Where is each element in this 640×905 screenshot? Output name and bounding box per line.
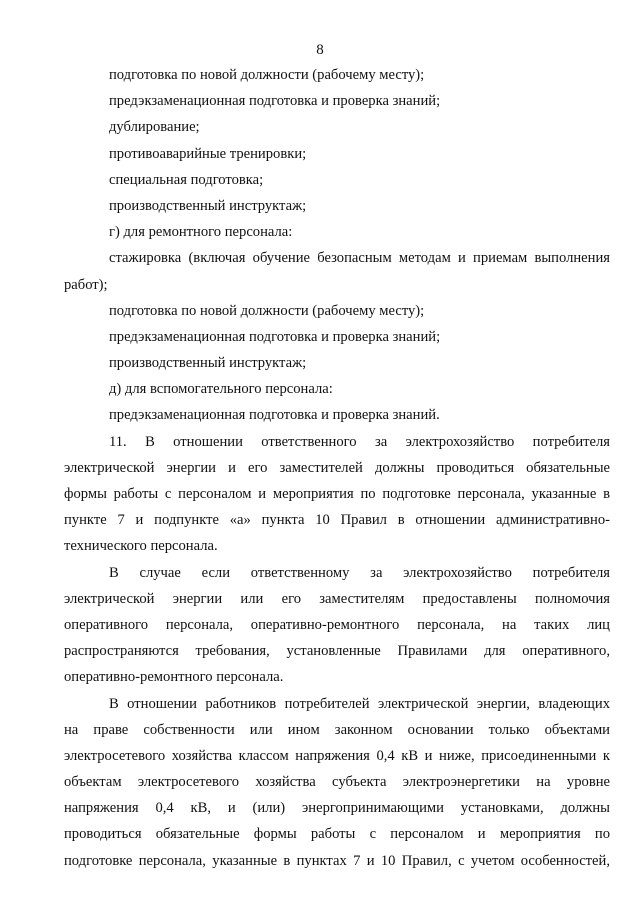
text-line: д) для вспомогательного персонала: [109,381,333,398]
text-line: пункте 7 и подпункте «а» пункта 10 Правил в отношении административно- [64,512,610,529]
text-line: В отношении работников потребителей электрической энергии, владеющих [109,695,610,712]
text-line: производственный инструктаж; [109,197,307,214]
text-line: дублирование; [109,119,200,136]
text-line: формы работы с персоналом и мероприятия по подготовке персонала, указанные в [64,486,610,502]
text-line: электрической энергии и его заместителей должны проводиться обязательные [64,459,610,476]
text-line: предэкзаменационная подготовка и проверка знаний; [109,328,441,345]
text-line: работ); [64,276,108,293]
text-line: оперативного персонала, оперативно-ремонтного персонала, на таких лиц [64,616,610,633]
text-line: подготовка по новой должности (рабочему месту); [109,67,425,83]
text-line: проводиться обязательные формы работы с персоналом и мероприятия по [64,826,610,843]
text-line: стажировка (включая обучение безопасным методам и приемам выполнения [109,250,610,267]
text-line: электросетевого хозяйства классом напряжения 0,4 кВ и ниже, присоединенными к [64,747,610,764]
text-line: В случае если ответственному за электрохозяйство потребителя [109,564,610,581]
text-line: производственный инструктаж; [109,355,307,372]
text-line: противоаварийные тренировки; [109,145,307,162]
page-number: 8 [316,42,324,58]
text-line: технического персонала. [64,538,218,555]
text-line: специальная подготовка; [109,171,264,188]
document-body [64,62,610,874]
text-line: г) для ремонтного персонала: [109,224,293,241]
text-line: объектам электросетевого хозяйства субъекта электроэнергетики на уровне [64,774,610,791]
text-line: 11. В отношении ответственного за электрохозяйство потребителя [109,433,610,450]
text-line: распространяются требования, установленные Правилами для оперативного, [64,643,610,660]
text-line: предэкзаменационная подготовка и проверка знаний. [109,407,440,424]
text-line: подготовке персонала, указанные в пунктах 7 и 10 Правил, с учетом особенностей, [64,852,610,869]
text-line: напряжения 0,4 кВ, и (или) энергопринимающими установками, должны [64,800,610,817]
text-line: предэкзаменационная подготовка и проверка знаний; [109,93,441,110]
text-line: на праве собственности или ином законном основании только объектами [64,721,610,738]
text-line: электрической энергии или его заместителям предоставлены полномочия [64,590,610,607]
text-line: подготовка по новой должности (рабочему месту); [109,302,425,319]
text-line: оперативно-ремонтного персонала. [64,669,284,686]
